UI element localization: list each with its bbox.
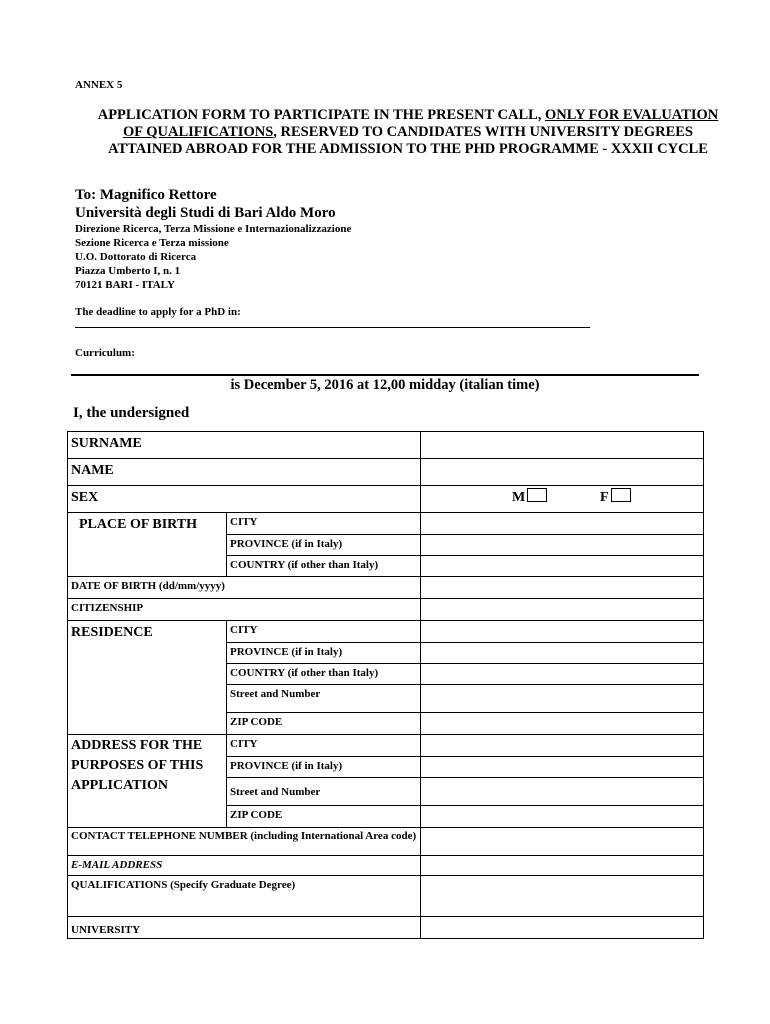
telephone-field[interactable]	[421, 828, 704, 856]
undersigned-label: I, the undersigned	[73, 405, 190, 421]
phd-fill-line[interactable]	[75, 327, 590, 328]
table-row	[68, 599, 704, 621]
table-row	[68, 486, 704, 513]
curriculum-fill-line[interactable]	[71, 374, 699, 376]
address-province-field[interactable]	[421, 757, 704, 778]
residence-province-field[interactable]	[421, 643, 704, 664]
table-row	[68, 876, 704, 917]
table-row	[68, 621, 704, 643]
title-part-2: , RESERVED TO CANDIDATES WITH UNIVERSITY DEGREES ATTAINED ABROAD FOR THE ADMISSION TO THE PHD PROGRAMME - XXXII CYCLE	[108, 124, 708, 157]
sex-field	[421, 486, 704, 513]
recipient-line: Direzione Ricerca, Terza Missione e Internazionalizzazione	[75, 223, 352, 235]
table-row	[68, 432, 704, 459]
table-row	[68, 513, 704, 535]
sex-label: SEX	[68, 486, 421, 513]
citizenship-field[interactable]	[421, 599, 704, 621]
university-label: UNIVERSITY	[68, 917, 421, 939]
recipient-block	[75, 186, 351, 292]
residence-city-label: CITY	[227, 621, 421, 643]
recipient-line: Piazza Umberto I, n. 1	[75, 265, 181, 277]
date-of-birth-label: DATE OF BIRTH (dd/mm/yyyy)	[68, 577, 421, 599]
table-row	[68, 828, 704, 856]
residence-zip-field[interactable]	[421, 713, 704, 735]
birth-country-field[interactable]	[421, 556, 704, 577]
table-row	[68, 917, 704, 939]
residence-province-label: PROVINCE (if in Italy)	[227, 643, 421, 664]
address-street-field[interactable]	[421, 778, 704, 806]
curriculum-label: Curriculum:	[75, 347, 135, 359]
birth-province-field[interactable]	[421, 535, 704, 556]
address-zip-field[interactable]	[421, 806, 704, 828]
qualifications-label: QUALIFICATIONS (Specify Graduate Degree)	[68, 876, 421, 917]
telephone-label: CONTACT TELEPHONE NUMBER (including International Area code)	[68, 828, 421, 856]
citizenship-label: CITIZENSHIP	[68, 599, 421, 621]
sex-male-option[interactable]: M	[512, 488, 547, 506]
table-row	[68, 459, 704, 486]
address-city-field[interactable]	[421, 735, 704, 757]
residence-country-label: COUNTRY (if other than Italy)	[227, 664, 421, 685]
university-field[interactable]	[421, 917, 704, 939]
deadline-label: The deadline to apply for a PhD in:	[75, 306, 241, 318]
checkbox-female[interactable]	[611, 488, 631, 502]
birth-province-label: PROVINCE (if in Italy)	[227, 535, 421, 556]
form-title	[90, 107, 726, 158]
address-purposes-label: ADDRESS FOR THE PURPOSES OF THIS APPLICATION	[68, 735, 227, 828]
checkbox-male[interactable]	[527, 488, 547, 502]
sex-female-option[interactable]: F	[600, 488, 631, 506]
surname-label: SURNAME	[68, 432, 421, 459]
email-field[interactable]	[421, 856, 704, 876]
residence-zip-label: ZIP CODE	[227, 713, 421, 735]
residence-street-label: Street and Number	[227, 685, 421, 713]
address-zip-label: ZIP CODE	[227, 806, 421, 828]
name-label: NAME	[68, 459, 421, 486]
email-label: E-MAIL ADDRESS	[68, 856, 421, 876]
residence-label: RESIDENCE	[68, 621, 227, 735]
birth-city-field[interactable]	[421, 513, 704, 535]
recipient-university: Università degli Studi di Bari Aldo Moro	[75, 205, 336, 221]
birth-country-label: COUNTRY (if other than Italy)	[227, 556, 421, 577]
recipient-to: To: Magnifico Rettore	[75, 187, 217, 203]
table-row	[68, 735, 704, 757]
address-city-label: CITY	[227, 735, 421, 757]
qualifications-field[interactable]	[421, 876, 704, 917]
application-form-table	[67, 431, 704, 939]
recipient-line: 70121 BARI - ITALY	[75, 279, 175, 291]
residence-country-field[interactable]	[421, 664, 704, 685]
place-of-birth-label: PLACE OF BIRTH	[68, 513, 227, 577]
title-part-1: APPLICATION FORM TO PARTICIPATE IN THE PRESENT CALL,	[97, 107, 546, 123]
address-province-label: PROVINCE (if in Italy)	[227, 757, 421, 778]
annex-label: ANNEX 5	[75, 79, 123, 91]
residence-street-field[interactable]	[421, 685, 704, 713]
surname-field[interactable]	[421, 432, 704, 459]
recipient-line: Sezione Ricerca e Terza missione	[75, 237, 229, 249]
table-row	[68, 577, 704, 599]
birth-city-label: CITY	[227, 513, 421, 535]
recipient-line: U.O. Dottorato di Ricerca	[75, 251, 197, 263]
deadline-date: is December 5, 2016 at 12,00 midday (italian time)	[230, 377, 540, 393]
title-underlined: ONLY FOR EVALUATION OF QUALIFICATIONS	[123, 107, 719, 140]
table-row	[68, 856, 704, 876]
name-field[interactable]	[421, 459, 704, 486]
residence-city-field[interactable]	[421, 621, 704, 643]
address-street-label: Street and Number	[227, 778, 421, 806]
date-of-birth-field[interactable]	[421, 577, 704, 599]
